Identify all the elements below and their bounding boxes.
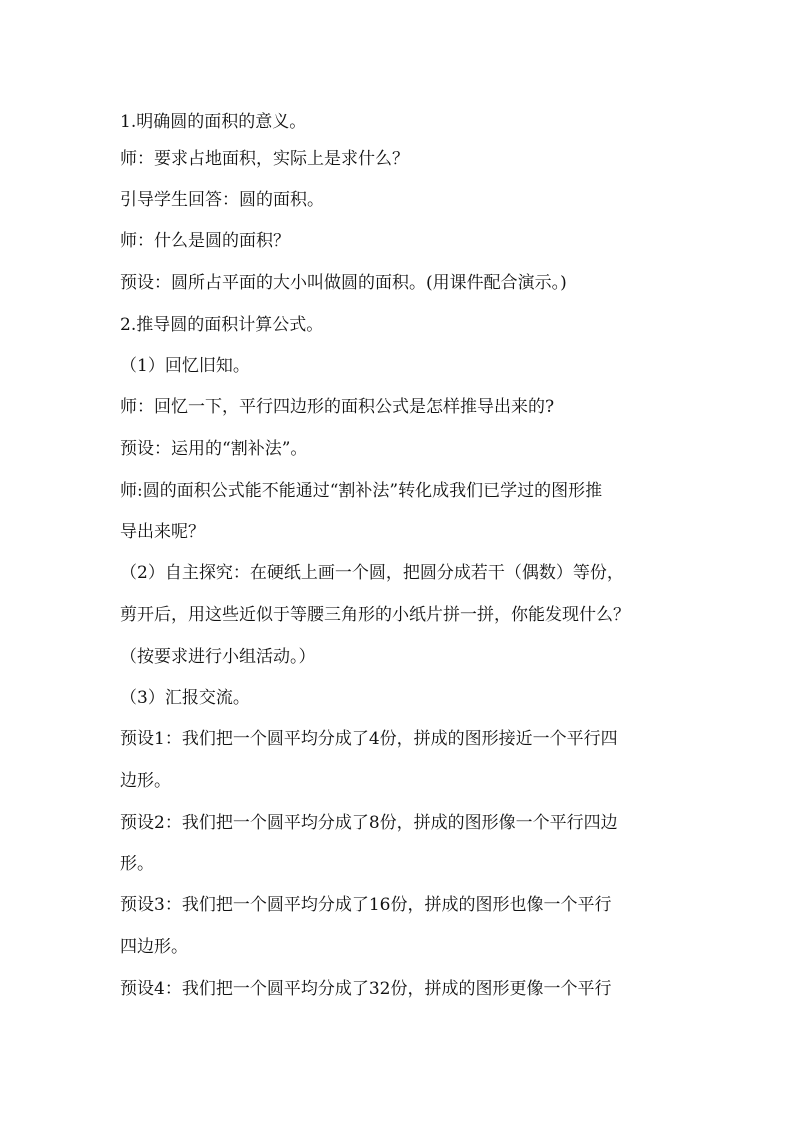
text-line: 边形。 (120, 771, 171, 791)
text-line: 师：要求占地面积，实际上是求什么？ (120, 149, 409, 169)
text-line: 引导学生回答：圆的面积。 (120, 190, 324, 210)
text-line: 形。 (120, 854, 154, 874)
text-line: 预设1：我们把一个圆平均分成了4份，拼成的图形接近一个平行四 (120, 729, 618, 749)
text-line: 2.推导圆的面积计算公式。 (120, 315, 324, 335)
text-line: 师：什么是圆的面积？ (120, 231, 290, 251)
text-line: 师:圆的面积公式能不能通过“割补法”转化成我们已学过的图形推 (120, 481, 603, 501)
text-line: （2）自主探究：在硬纸上画一个圆，把圆分成若干（偶数）等份， (120, 563, 624, 583)
text-line: 导出来呢？ (120, 522, 205, 542)
text-line: 四边形。 (120, 937, 188, 957)
text-line: 师：回忆一下，平行四边形的面积公式是怎样推导出来的? (120, 397, 555, 417)
text-line: 剪开后，用这些近似于等腰三角形的小纸片拼一拼，你能发现什么？ (120, 605, 630, 625)
text-line: 预设：圆所占平面的大小叫做圆的面积。(用课件配合演示。) (120, 273, 567, 293)
text-line: 1.明确圆的面积的意义。 (120, 112, 307, 132)
text-line: （1）回忆旧知。 (120, 356, 250, 376)
text-line: （按要求进行小组活动。） (120, 647, 316, 667)
text-line: 预设3：我们把一个圆平均分成了16份，拼成的图形也像一个平行 (120, 895, 612, 915)
text-line: 预设4：我们把一个圆平均分成了32份，拼成的图形更像一个平行 (120, 979, 612, 999)
text-line: 预设2：我们把一个圆平均分成了8份，拼成的图形像一个平行四边 (120, 813, 618, 833)
text-line: 预设：运用的“割补法”。 (120, 439, 308, 459)
text-line: （3）汇报交流。 (120, 688, 250, 708)
